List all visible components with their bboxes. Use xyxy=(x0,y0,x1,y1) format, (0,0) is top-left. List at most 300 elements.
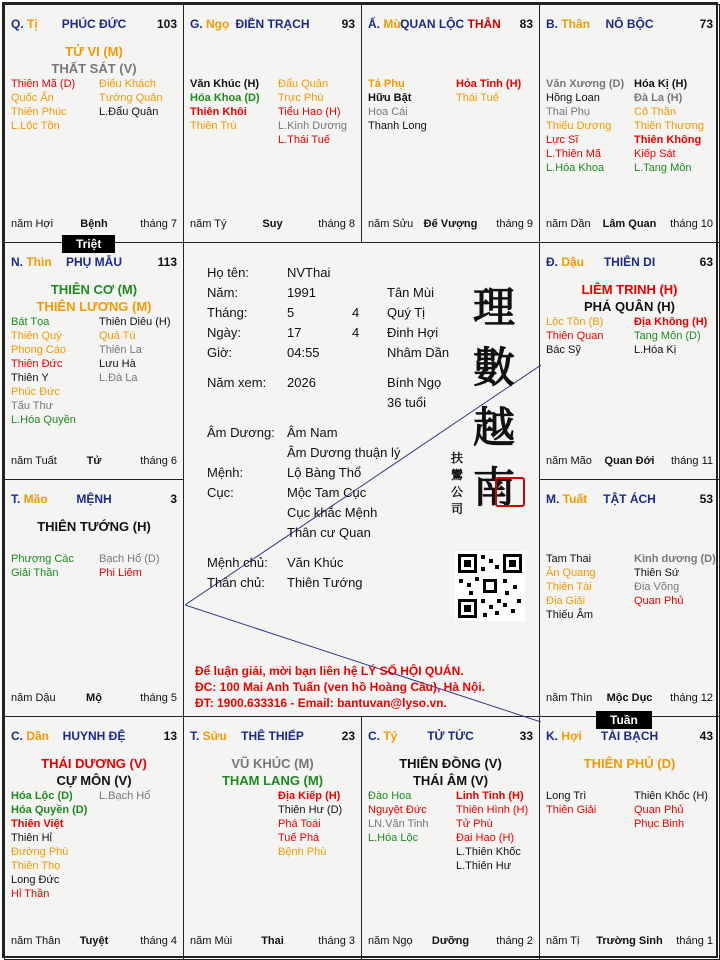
palace-month: tháng 6 xyxy=(140,455,177,467)
year-label: Năm: xyxy=(207,285,239,300)
palace-number: 53 xyxy=(699,492,713,506)
minor-star: Đào Hoa xyxy=(368,790,412,802)
palace-month: tháng 3 xyxy=(318,935,355,947)
palace-name-wrap xyxy=(368,729,533,743)
minor-stars-left xyxy=(546,789,596,817)
palace-stage: Thai xyxy=(261,935,284,947)
minor-star: Hồng Loan xyxy=(546,92,600,104)
main-stars xyxy=(5,755,183,789)
minor-star: Tam Thai xyxy=(546,553,592,565)
minor-star: Đà La (H) xyxy=(634,92,683,104)
minor-stars-right xyxy=(99,552,160,580)
palace-name-wrap xyxy=(546,17,713,31)
palace-cell-thin[interactable] xyxy=(4,242,184,480)
palace-name-wrap xyxy=(11,17,177,31)
palace-stem: Ấ. xyxy=(368,17,384,31)
minor-star: Bát Tọa xyxy=(11,316,50,328)
minor-star: L.Tang Môn xyxy=(634,162,692,174)
minor-stars-left xyxy=(11,789,87,901)
minor-star: Thiên Không xyxy=(634,134,702,146)
minor-star: Long Trì xyxy=(546,790,587,802)
contact-block xyxy=(195,663,485,711)
palace-cell-mui[interactable] xyxy=(361,4,540,243)
minor-stars-left xyxy=(546,315,603,357)
palace-month: tháng 4 xyxy=(140,935,177,947)
palace-stem: M. xyxy=(546,492,563,506)
view-year-value: 2026 xyxy=(287,375,316,390)
main-star: PHÁ QUÂN (H) xyxy=(584,299,675,314)
minor-star: Hóa Quyền (D) xyxy=(11,804,88,816)
minor-star: Phá Toái xyxy=(278,818,321,830)
palace-name: NÔ BỘC xyxy=(605,17,654,31)
palace-name: HUYNH ĐỆ xyxy=(62,729,126,743)
minor-star: Văn Xương (D) xyxy=(546,78,625,90)
minor-star: Hỉ Thần xyxy=(11,888,50,900)
palace-header xyxy=(11,17,177,33)
palace-cell-dan[interactable] xyxy=(4,716,184,960)
minor-star: L.Hóa Khoa xyxy=(546,162,605,174)
palace-branch: Tuất xyxy=(562,492,588,506)
palace-footer xyxy=(11,692,177,706)
minor-star: Địa Võng xyxy=(634,581,680,593)
minor-stars-left xyxy=(190,77,260,133)
palace-cell-dau[interactable] xyxy=(539,242,720,480)
palace-name: THIÊN DI xyxy=(603,255,656,269)
palace-stage: Dưỡng xyxy=(431,935,470,947)
palace-branch: Tý xyxy=(383,729,398,743)
minor-star: Tử Phù xyxy=(456,818,493,830)
main-stars xyxy=(5,281,183,315)
minor-star: Thái Tuế xyxy=(456,92,499,104)
minor-star: Thiên Việt xyxy=(11,818,64,830)
palace-stem: Q. xyxy=(11,17,28,31)
tuan-tag: Tuần xyxy=(596,711,652,729)
minor-star: L.Lộc Tồn xyxy=(11,120,60,132)
minor-star: L.Kinh Dương xyxy=(278,120,348,132)
minor-star: Đẩu Quân xyxy=(278,78,329,90)
palace-cell-than[interactable] xyxy=(539,4,720,243)
main-stars xyxy=(540,755,719,772)
minor-star: Tướng Quân xyxy=(99,92,163,104)
minor-star: Linh Tinh (H) xyxy=(456,790,524,802)
minor-star: Thiên Quan xyxy=(546,330,604,342)
palace-stage: Tuyệt xyxy=(79,935,109,947)
palace-year: năm Dần xyxy=(546,218,591,230)
month-canchi: Quý Tị xyxy=(387,305,426,320)
month-solar: 5 xyxy=(287,305,295,320)
than-chu-value: Thiên Tướng xyxy=(287,575,363,590)
amduong-label: Âm Dương: xyxy=(207,425,275,440)
minor-stars-left xyxy=(11,315,76,427)
minor-stars-right xyxy=(634,315,707,357)
palace-number: 43 xyxy=(699,729,713,743)
than-position: Thân cư Quan xyxy=(287,525,371,540)
minor-star: L.Thiên Mã xyxy=(546,148,602,160)
palace-number: 83 xyxy=(519,17,533,31)
day-canchi: Đinh Hợi xyxy=(387,325,439,340)
palace-month: tháng 8 xyxy=(318,218,355,230)
minor-star: Bạch Hổ (D) xyxy=(99,553,160,565)
main-star: CỰ MÔN (V) xyxy=(56,773,132,788)
palace-footer xyxy=(190,218,355,232)
palace-branch: Dậu xyxy=(561,255,585,269)
hour-canchi: Nhâm Dần xyxy=(387,345,450,360)
minor-star: Tuế Phá xyxy=(278,832,320,844)
palace-cell-ngo[interactable] xyxy=(183,4,362,243)
palace-stage: Tử xyxy=(86,455,102,467)
palace-header xyxy=(11,492,177,508)
palace-header xyxy=(11,255,177,271)
minor-star: Địa Kiếp (H) xyxy=(278,790,341,802)
minor-star: Hóa Lộc (D) xyxy=(11,790,73,802)
minor-star: Hoa Cái xyxy=(368,106,408,118)
day-solar: 17 xyxy=(287,325,302,340)
palace-stage: Quan Đới xyxy=(604,455,655,467)
minor-star: Địa Không (H) xyxy=(634,316,708,328)
palace-name-wrap xyxy=(546,492,713,506)
palace-branch: Dần xyxy=(26,729,50,743)
month-lunar: 4 xyxy=(352,305,360,320)
palace-header xyxy=(11,729,177,745)
palace-year: năm Tý xyxy=(190,218,227,230)
palace-branch: Sửu xyxy=(202,729,227,743)
minor-stars-right xyxy=(456,77,521,105)
palace-year: năm Hợi xyxy=(11,218,54,230)
contact-line-1: Để luận giải, mời bạn liên hệ LÝ SỐ HỘI QUÁN. xyxy=(195,664,464,678)
palace-branch: Ngọ xyxy=(206,17,230,31)
palace-cell-suu[interactable] xyxy=(183,716,362,960)
minor-stars-right xyxy=(99,789,150,803)
qr-code-icon xyxy=(455,551,525,621)
minor-star: Phục Binh xyxy=(634,818,685,830)
minor-star: L.Hóa Quyền xyxy=(11,414,76,426)
palace-stem: T. xyxy=(190,729,203,743)
than-chu-label: Thân chủ: xyxy=(207,575,265,590)
palace-cell-tuat[interactable] xyxy=(539,479,720,717)
calligraphy-char-4: 南 xyxy=(473,463,516,512)
palace-name: TỬ TỨC xyxy=(427,729,474,743)
palace-year: năm Thìn xyxy=(546,692,593,704)
minor-star: Bác Sỹ xyxy=(546,344,581,356)
red-seal-stamp xyxy=(495,477,525,507)
minor-stars-right xyxy=(278,77,347,147)
minor-star: Lực Sĩ xyxy=(546,134,579,146)
palace-stem: Đ. xyxy=(546,255,562,269)
palace-branch: Thìn xyxy=(26,255,52,269)
minor-stars-left xyxy=(546,552,596,622)
minor-star: Thiên La xyxy=(99,344,142,356)
palace-footer xyxy=(368,218,533,232)
minor-star: Thiên Sứ xyxy=(634,567,680,579)
menh-chu-label: Mệnh chủ: xyxy=(207,555,268,570)
main-stars xyxy=(5,518,183,535)
palace-header xyxy=(190,729,355,745)
minor-star: Thanh Long xyxy=(368,120,427,132)
palace-branch: Mão xyxy=(23,492,48,506)
palace-month: tháng 12 xyxy=(670,692,713,704)
minor-star: L.Đà La xyxy=(99,372,138,384)
contact-line-2: ĐC: 100 Mai Anh Tuấn (ven hồ Hoàng Cầu), Hà Nội. xyxy=(195,680,486,694)
minor-star: Hóa Khoa (D) xyxy=(190,92,260,104)
palace-stage: Trường Sinh xyxy=(596,935,663,947)
palace-header xyxy=(546,17,713,33)
minor-star: Thiên Phúc xyxy=(11,106,67,118)
minor-star: Lộc Tồn (B) xyxy=(546,316,604,328)
minor-star: Thiên Hình (H) xyxy=(456,804,529,816)
palace-month: tháng 2 xyxy=(496,935,533,947)
minor-star: Tả Phụ xyxy=(368,78,405,90)
palace-footer xyxy=(11,935,177,949)
palace-number: 13 xyxy=(163,729,177,743)
minor-star: Thiên Quý xyxy=(11,330,62,342)
palace-stem: N. xyxy=(11,255,27,269)
contact-line-3: ĐT: 1900.633316 - Email: bantuvan@lyso.vn. xyxy=(195,696,447,710)
palace-number: 113 xyxy=(157,255,177,269)
palace-header xyxy=(546,729,713,745)
palace-name-wrap xyxy=(11,255,177,269)
minor-star: Quan Phủ xyxy=(634,595,684,607)
minor-star: Thiếu Âm xyxy=(546,609,594,621)
than-marker: THÂN xyxy=(467,17,501,31)
cuc-relation: Cục khắc Mệnh xyxy=(287,505,378,520)
minor-star: Thiên Hỉ xyxy=(11,832,52,844)
minor-star: Đại Hao (H) xyxy=(456,832,515,844)
palace-header xyxy=(546,255,713,271)
minor-star: Đường Phù xyxy=(11,846,69,858)
palace-number: 93 xyxy=(341,17,355,31)
minor-star: Hữu Bật xyxy=(368,92,412,104)
minor-star: Hỏa Tinh (H) xyxy=(456,78,522,90)
palace-name: QUAN LỘC xyxy=(400,17,468,31)
minor-star: Bệnh Phù xyxy=(278,846,327,858)
name-label: Họ tên: xyxy=(207,265,249,280)
day-lunar: 4 xyxy=(352,325,360,340)
palace-number: 3 xyxy=(170,492,177,506)
palace-month: tháng 10 xyxy=(670,218,713,230)
calligraphy-char-2: 數 xyxy=(473,343,516,392)
palace-footer xyxy=(546,218,713,232)
palace-year: năm Dậu xyxy=(11,692,56,704)
main-stars xyxy=(5,43,183,77)
minor-star: LN.Văn Tinh xyxy=(368,818,429,830)
minor-star: Phượng Các xyxy=(11,553,74,565)
palace-name: PHÚC ĐỨC xyxy=(61,17,127,31)
minor-star: Thiên Y xyxy=(11,372,49,384)
main-stars xyxy=(362,755,539,789)
minor-star: Thiên Mã (D) xyxy=(11,78,76,90)
main-star: THIÊN CƠ (M) xyxy=(50,282,138,297)
main-star: THIÊN TƯỚNG (H) xyxy=(37,519,151,534)
palace-year: năm Mùi xyxy=(190,935,233,947)
palace-month: tháng 9 xyxy=(496,218,533,230)
palace-stage: Mộc Dục xyxy=(606,692,653,704)
palace-name-wrap xyxy=(11,492,177,506)
minor-star: Phi Liêm xyxy=(99,567,142,579)
minor-star: L.Thiên Khốc xyxy=(456,846,521,858)
main-star: THAM LANG (M) xyxy=(221,773,324,788)
minor-star: Thiếu Dương xyxy=(546,120,612,132)
minor-star: Quả Tú xyxy=(99,330,136,342)
cuc-value: Mộc Tam Cục xyxy=(287,485,367,500)
palace-year: năm Thân xyxy=(11,935,61,947)
minor-star: Thiên Diêu (H) xyxy=(99,316,171,328)
palace-footer xyxy=(546,455,713,469)
palace-name-wrap xyxy=(190,729,355,743)
main-star: THIÊN ĐỒNG (V) xyxy=(399,756,502,771)
center-info-panel xyxy=(185,245,541,722)
palace-number: 103 xyxy=(156,17,177,31)
palace-branch: Hợi xyxy=(561,729,582,743)
minor-star: Thai Phụ xyxy=(546,106,591,118)
palace-branch: Mùi xyxy=(383,17,405,31)
minor-star: Thiên Thọ xyxy=(11,860,61,872)
minor-star: Tang Môn (D) xyxy=(634,330,701,342)
palace-footer xyxy=(11,455,177,469)
palace-name-wrap xyxy=(546,255,713,269)
minor-star: Thiên Đức xyxy=(11,358,63,370)
triet-tag: Triệt xyxy=(62,235,115,253)
main-star: LIÊM TRINH (H) xyxy=(581,282,678,297)
palace-year: năm Ngọ xyxy=(368,935,413,947)
minor-stars-left xyxy=(368,789,429,845)
minor-star: Lưu Hà xyxy=(99,358,136,370)
minor-stars-right xyxy=(99,77,163,119)
minor-star: Thiên Giải xyxy=(546,804,597,816)
minor-stars-left xyxy=(546,77,624,175)
main-stars xyxy=(540,281,719,315)
minor-star: Giải Thần xyxy=(11,567,59,579)
minor-star: L.Đẩu Quân xyxy=(99,106,159,118)
minor-star: Quốc Ấn xyxy=(11,92,54,104)
palace-name: MỆNH xyxy=(76,492,112,506)
palace-name: TÀI BẠCH xyxy=(600,729,659,743)
palace-stem: B. xyxy=(546,17,562,31)
horoscope-chart xyxy=(2,2,718,958)
calligraphy-char-3: 越 xyxy=(473,403,516,452)
year-canchi: Tân Mùi xyxy=(387,285,434,300)
palace-stage: Suy xyxy=(262,218,283,230)
palace-year: năm Tuất xyxy=(11,455,57,467)
palace-footer xyxy=(190,935,355,949)
palace-stage: Đế Vượng xyxy=(423,218,478,230)
hour-label: Giờ: xyxy=(207,345,233,360)
minor-star: Thiên Tài xyxy=(546,581,592,593)
hour-value: 04:55 xyxy=(287,345,320,360)
main-star: THẤT SÁT (V) xyxy=(51,61,137,76)
minor-star: Phúc Đức xyxy=(11,386,60,398)
minor-stars-right xyxy=(278,789,342,859)
minor-star: Thiên Hư (D) xyxy=(278,804,343,816)
palace-header xyxy=(546,492,713,508)
minor-stars-right xyxy=(634,77,704,175)
palace-footer xyxy=(368,935,533,949)
minor-star: Hóa Kị (H) xyxy=(634,78,688,90)
menh-value: Lộ Bàng Thổ xyxy=(287,465,362,480)
palace-name-wrap xyxy=(368,17,533,31)
amduong-note: Âm Dương thuận lý xyxy=(287,445,401,460)
minor-star: Long Đức xyxy=(11,874,60,886)
minor-star: Thiên Khôi xyxy=(190,106,247,118)
minor-star: Thiên Thương xyxy=(634,120,705,132)
palace-number: 73 xyxy=(699,17,713,31)
palace-month: tháng 1 xyxy=(676,935,713,947)
palace-stem: C. xyxy=(11,729,27,743)
main-star: THIÊN LƯƠNG (M) xyxy=(36,299,152,314)
main-star: VŨ KHÚC (M) xyxy=(231,756,314,771)
palace-year: năm Mão xyxy=(546,455,592,467)
minor-stars-right xyxy=(634,552,716,608)
palace-branch: Tị xyxy=(27,17,38,31)
palace-number: 63 xyxy=(699,255,713,269)
palace-branch: Thân xyxy=(561,17,591,31)
minor-star: Địa Giải xyxy=(546,595,586,607)
minor-star: Thiên Trù xyxy=(190,120,237,132)
minor-star: Kiếp Sát xyxy=(634,148,676,160)
month-label: Tháng: xyxy=(207,305,248,320)
palace-cell-hoi[interactable] xyxy=(539,716,720,960)
palace-month: tháng 5 xyxy=(140,692,177,704)
palace-name: THÊ THIẾP xyxy=(241,729,304,743)
minor-star: L.Thái Tuế xyxy=(278,134,330,146)
year-value: 1991 xyxy=(287,285,316,300)
palace-stem: K. xyxy=(546,729,562,743)
amduong-value: Âm Nam xyxy=(287,425,338,440)
minor-star: Tiểu Hao (H) xyxy=(278,106,341,118)
minor-star: Nguyệt Đức xyxy=(368,804,427,816)
palace-month: tháng 7 xyxy=(140,218,177,230)
palace-name-wrap xyxy=(190,17,355,31)
cuc-label: Cục: xyxy=(207,485,234,500)
palace-footer xyxy=(546,692,713,706)
palace-cell-mao[interactable] xyxy=(4,479,184,717)
minor-star: Văn Khúc (H) xyxy=(190,78,260,90)
minor-star: Quan Phủ xyxy=(634,804,684,816)
minor-star: Ân Quang xyxy=(546,567,596,579)
main-star: THÁI DƯƠNG (V) xyxy=(41,756,147,771)
day-label: Ngày: xyxy=(207,325,241,340)
main-star: TỬ VI (M) xyxy=(65,44,123,59)
minor-stars-left xyxy=(368,77,427,133)
seal-text: 扶鸞公司 xyxy=(451,451,464,516)
palace-cell-ty[interactable] xyxy=(361,716,540,960)
palace-year: năm Tị xyxy=(546,935,580,947)
name-value: NVThai xyxy=(287,265,331,280)
palace-cell-ti[interactable] xyxy=(4,4,184,243)
palace-name-wrap xyxy=(11,729,177,743)
minor-star: Phong Cáo xyxy=(11,344,67,356)
minor-star: L.Hóa Kị xyxy=(634,344,677,356)
palace-stage: Lâm Quan xyxy=(602,218,657,230)
minor-star: Thiên Khốc (H) xyxy=(634,790,708,802)
palace-name-wrap xyxy=(546,729,713,743)
palace-number: 23 xyxy=(341,729,355,743)
view-year-canchi: Bính Ngọ xyxy=(387,375,442,390)
palace-stage: Bệnh xyxy=(80,218,108,230)
palace-name: TẬT ÁCH xyxy=(603,492,656,506)
palace-stage: Mộ xyxy=(86,692,102,704)
palace-stem: T. xyxy=(11,492,24,506)
minor-star: L.Thiên Hư xyxy=(456,860,512,872)
palace-header xyxy=(368,729,533,745)
calligraphy-char-1: 理 xyxy=(473,283,516,332)
main-star: THÁI ÂM (V) xyxy=(412,773,489,788)
minor-stars-left xyxy=(11,77,75,133)
minor-star: L.Hóa Lộc xyxy=(368,832,419,844)
main-stars xyxy=(184,755,361,789)
minor-star: Kình dương (D) xyxy=(634,553,716,565)
palace-name: ĐIỀN TRẠCH xyxy=(235,17,310,31)
palace-name: PHỤ MẪU xyxy=(66,255,122,269)
